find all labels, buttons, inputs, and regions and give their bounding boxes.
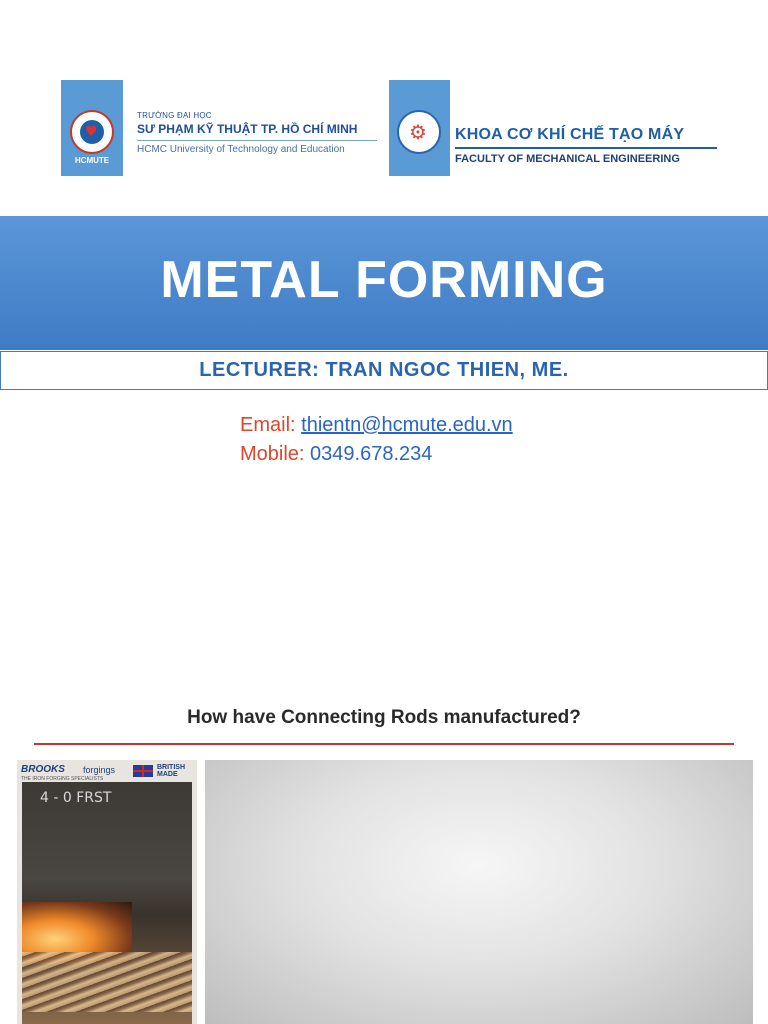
brand-suffix: forgings <box>83 765 116 775</box>
university-english: HCMC University of Technology and Education <box>137 144 345 155</box>
hcmute-logo <box>61 80 123 176</box>
divider <box>137 140 377 141</box>
faculty-vietnamese: KHOA CƠ KHÍ CHẾ TẠO MÁY <box>455 126 685 143</box>
university-line1: TRƯỜNG ĐẠI HỌC <box>137 111 212 120</box>
hot-rods <box>22 952 192 1012</box>
faculty-logo <box>389 80 450 176</box>
email-link[interactable]: thientn@hcmute.edu.vn <box>301 414 513 436</box>
mobile-label: Mobile: <box>240 443 305 465</box>
brand-tagline: THE IRON FORGING SPECIALISTS <box>21 776 104 782</box>
title-underline <box>34 743 734 745</box>
forging-photo <box>17 760 197 1024</box>
university-name-block <box>137 111 383 155</box>
chalk-writing: 4 - 0 FRST <box>40 790 112 806</box>
email-label: Email: <box>240 414 296 436</box>
lecturer-box <box>0 351 768 390</box>
faculty-emblem-icon: ⚙ <box>397 110 441 154</box>
video-placeholder[interactable] <box>205 760 753 1024</box>
page-gap <box>0 660 768 684</box>
contact-info <box>240 414 513 472</box>
faculty-name-block <box>455 126 725 165</box>
faculty-english: FACULTY OF MECHANICAL ENGINEERING <box>455 153 680 165</box>
divider <box>455 147 717 149</box>
university-emblem-icon: ♥ <box>70 110 114 154</box>
union-flag-icon <box>133 765 153 777</box>
brand-badge: BRITISH MADE <box>157 764 185 778</box>
lecturer-name: LECTURER: TRAN NGOC THIEN, ME. <box>199 359 569 381</box>
mobile-number: 0349.678.234 <box>310 443 433 465</box>
slide-title: METAL FORMING <box>160 251 608 309</box>
brand-name: BROOKS <box>21 764 65 775</box>
logo-abbreviation: HCMUTE <box>74 156 110 165</box>
email-row <box>240 414 513 437</box>
furnace-scene <box>22 782 192 1024</box>
slide2-title: How have Connecting Rods manufactured? <box>187 707 581 728</box>
university-line2: SƯ PHẠM KỸ THUẬT TP. HỒ CHÍ MINH <box>137 122 358 136</box>
mobile-row <box>240 443 513 466</box>
brooks-forgings-brand <box>21 764 193 780</box>
